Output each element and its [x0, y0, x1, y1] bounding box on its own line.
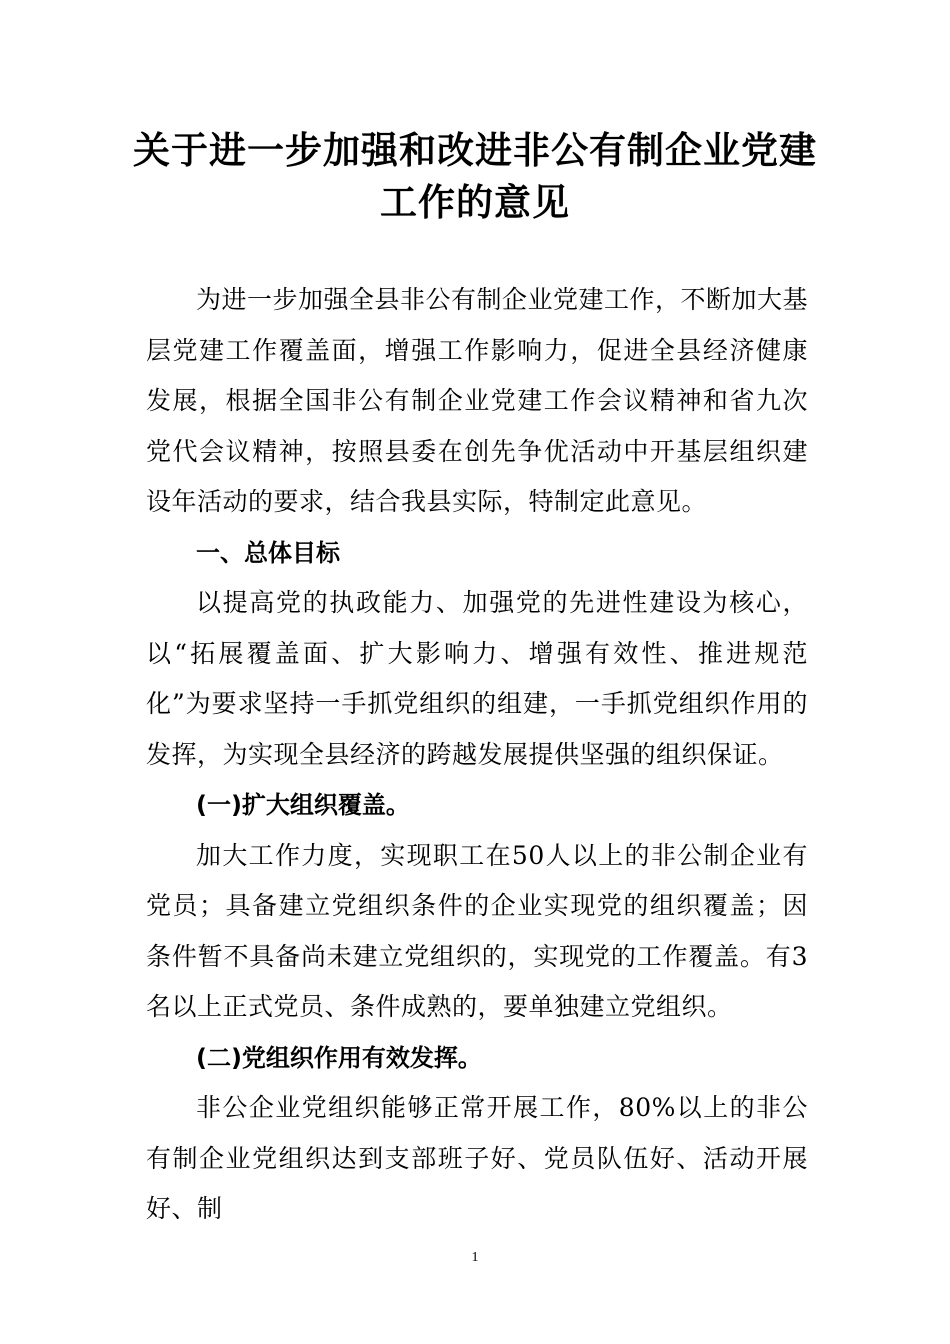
document-title-line-1: 关于进一步加强和改进非公有制企业党建 [133, 129, 817, 172]
section-1-heading: 一、总体目标 [196, 538, 340, 567]
subsection-2-heading: (二)党组织作用有效发挥。 [196, 1043, 482, 1072]
document-title-line-2: 工作的意见 [380, 181, 570, 224]
document-body [146, 275, 808, 1235]
intro-paragraph: 为进一步加强全县非公有制企业党建工作，不断加大基层党建工作覆盖面，增强工作影响力，促进全县经济健康发展，根据全国非公有制企业党建工作会议精神和省九次党代会议精神，按照县委在创先争优活动中开基层组织建设年活动的要求，结合我县实际，特制定此意见。 [146, 285, 809, 516]
section-1-paragraph: 以提高党的执政能力、加强党的先进性建设为核心，以“拓展覆盖面、扩大影响力、增强有效性、推进规范化”为要求坚持一手抓党组织的组建，一手抓党组织作用的发挥，为实现全县经济的跨越发展提供坚强的组织保证。 [146, 588, 808, 769]
subsection-2-paragraph: 非公企业党组织能够正常开展工作，80%以上的非公有制企业党组织达到支部班子好、党员队伍好、活动开展好、制 [146, 1093, 808, 1223]
subsection-1-paragraph: 加大工作力度，实现职工在50人以上的非公制企业有党员；具备建立党组织条件的企业实现党的组织覆盖；因条件暂不具备尚未建立党组织的，实现党的工作覆盖。有3名以上正式党员、条件成熟的，要单独建立党组织。 [146, 840, 808, 1021]
page-number: 1 [471, 1250, 479, 1265]
subsection-1-heading: (一)扩大组织覆盖。 [196, 791, 410, 819]
